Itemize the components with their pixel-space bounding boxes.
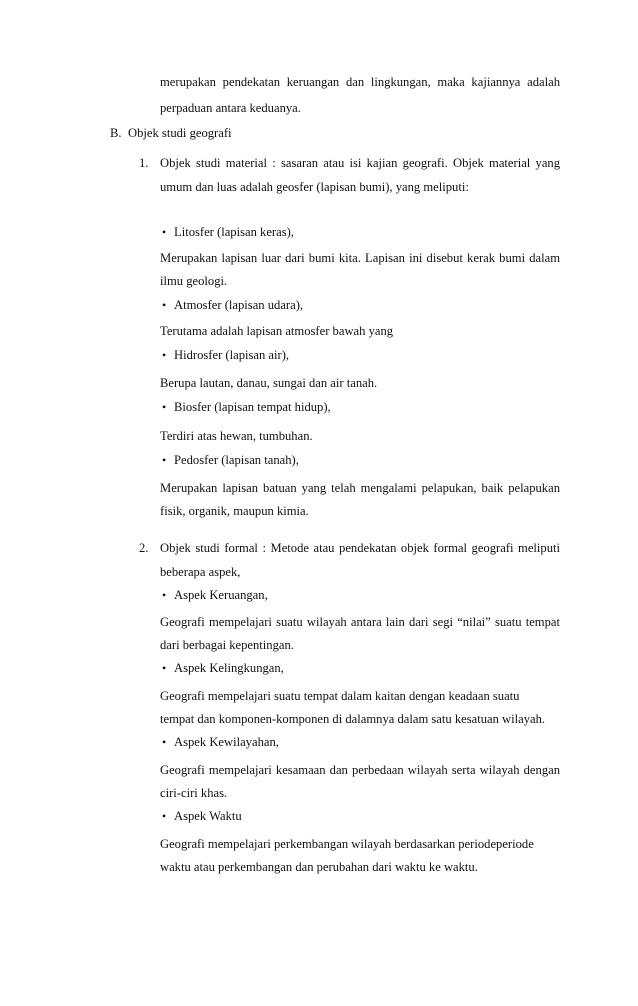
- bullet-desc: Geografi mempelajari kesamaan dan perbedaan wilayah serta wilayah dengan: [160, 763, 560, 777]
- bullet-desc: Terdiri atas hewan, tumbuhan.: [160, 429, 313, 443]
- bullet-icon: •: [162, 735, 167, 749]
- section-b-marker: B.: [110, 126, 122, 140]
- bullet-desc: dari berbagai kepentingan.: [160, 638, 294, 652]
- bullet-icon: •: [162, 400, 167, 414]
- bullet-icon: •: [162, 588, 167, 602]
- bullet-desc: Geografi mempelajari suatu wilayah antara lain dari segi “nilai” suatu tempat: [160, 615, 560, 629]
- bullet-desc: fisik, organik, maupun kimia.: [160, 504, 309, 518]
- bullet-icon: •: [162, 453, 167, 467]
- bullet-desc: Geografi mempelajari perkembangan wilayah berdasarkan periodeperiode: [160, 837, 534, 851]
- bullet-desc: ciri-ciri khas.: [160, 786, 228, 800]
- bullet-desc: Berupa lautan, danau, sungai dan air tanah.: [160, 376, 378, 390]
- bullet-label: Aspek Kewilayahan,: [174, 735, 279, 749]
- item-1-line-2: umum dan luas adalah geosfer (lapisan bumi), yang meliputi:: [160, 180, 469, 194]
- bullet-icon: •: [162, 298, 167, 312]
- item-2-line-1: Objek studi formal : Metode atau pendekatan objek formal geografi meliputi: [160, 541, 560, 555]
- bullet-label: Aspek Keruangan,: [174, 588, 268, 602]
- bullet-label: Aspek Kelingkungan,: [174, 661, 284, 675]
- bullet-desc: tempat dan komponen-komponen di dalamnya dalam satu kesatuan wilayah.: [160, 712, 546, 726]
- bullet-icon: •: [162, 225, 167, 239]
- bullet-label: Aspek Waktu: [174, 809, 242, 823]
- item-1-line-1: Objek studi material : sasaran atau isi kajian geografi. Objek material yang: [160, 156, 560, 170]
- item-2-line-2: beberapa aspek,: [160, 565, 241, 579]
- bullet-desc: Merupakan lapisan batuan yang telah mengalami pelapukan, baik pelapukan: [160, 481, 560, 495]
- bullet-desc: Terutama adalah lapisan atmosfer bawah yang: [160, 324, 394, 338]
- bullet-label: Pedosfer (lapisan tanah),: [174, 453, 299, 467]
- bullet-label: Atmosfer (lapisan udara),: [174, 298, 304, 312]
- bullet-desc: Geografi mempelajari suatu tempat dalam kaitan dengan keadaan suatu: [160, 689, 520, 703]
- bullet-desc: waktu atau perkembangan dan perubahan dari waktu ke waktu.: [160, 860, 478, 874]
- bullet-icon: •: [162, 348, 167, 362]
- bullet-label: Litosfer (lapisan keras),: [174, 225, 294, 239]
- bullet-label: Biosfer (lapisan tempat hidup),: [174, 400, 331, 414]
- bullet-desc: Merupakan lapisan luar dari bumi kita. Lapisan ini disebut kerak bumi dalam: [160, 251, 560, 265]
- bullet-label: Hidrosfer (lapisan air),: [174, 348, 290, 362]
- intro-line-2: perpaduan antara keduanya.: [160, 101, 301, 115]
- item-2-number: 2.: [139, 541, 149, 555]
- bullet-icon: •: [162, 809, 167, 823]
- section-b-title: Objek studi geografi: [128, 126, 232, 140]
- item-1-number: 1.: [139, 156, 149, 170]
- bullet-icon: •: [162, 661, 167, 675]
- intro-line-1: merupakan pendekatan keruangan dan lingkungan, maka kajiannya adalah: [160, 75, 560, 89]
- bullet-desc: ilmu geologi.: [160, 274, 228, 288]
